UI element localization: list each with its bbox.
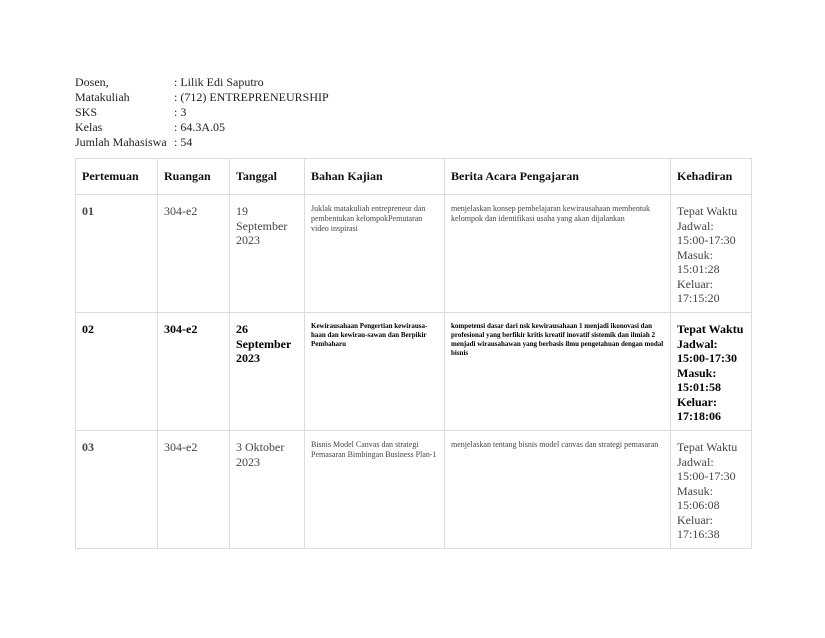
info-label: SKS <box>75 105 98 119</box>
info-label: Kelas <box>75 120 103 134</box>
kehadiran-keluar-value: 17:16:38 <box>677 527 720 541</box>
kehadiran-masuk-label: Masuk: <box>677 247 713 262</box>
table-row <box>76 431 752 549</box>
kehadiran-keluar-label: Keluar: <box>677 512 713 527</box>
kehadiran-keluar-label: Keluar: <box>677 394 717 409</box>
kehadiran-masuk-value: 15:01:28 <box>677 262 720 276</box>
kehadiran-jadwal-label: Jadwal: <box>677 454 714 469</box>
cell-berita-acara: menjelaskan konsep pembelajaran kewirausahaan membentuk kelompok dan identifikasi usaha yang akan dijalankan <box>445 195 671 313</box>
cell-pertemuan: 02 <box>76 313 158 431</box>
kehadiran-jadwal-value: 15:00-17:30 <box>677 351 737 365</box>
info-row-kelas <box>75 120 329 135</box>
cell-pertemuan: 03 <box>76 431 158 549</box>
cell-tanggal: 19 September 2023 <box>230 195 305 313</box>
kehadiran-keluar-value: 17:15:20 <box>677 291 720 305</box>
cell-ruangan: 304-e2 <box>158 313 230 431</box>
kehadiran-masuk-value: 15:01:58 <box>677 380 721 394</box>
info-row-jumlah-mahasiswa <box>75 135 329 150</box>
info-row-matakuliah <box>75 90 329 105</box>
header-ruangan: Ruangan <box>158 159 230 195</box>
cell-berita-acara: menjelaskan tentang bisnis model canvas dan strategi pemasaran <box>445 431 671 549</box>
info-value: : 54 <box>174 135 193 149</box>
kehadiran-masuk-label: Masuk: <box>677 483 713 498</box>
table-row <box>76 313 752 431</box>
info-label: Dosen, <box>75 75 109 89</box>
attendance-table <box>75 158 752 549</box>
kehadiran-masuk-value: 15:06:08 <box>677 498 720 512</box>
cell-bahan-kajian: Bisnis Model Canvas dan strategi Pemasaran Bimbingan Business Plan-1 <box>305 431 445 549</box>
course-info <box>75 75 329 150</box>
cell-tanggal: 3 Oktober 2023 <box>230 431 305 549</box>
cell-tanggal: 26 September 2023 <box>230 313 305 431</box>
kehadiran-jadwal-value: 15:00-17:30 <box>677 469 736 483</box>
kehadiran-masuk-label: Masuk: <box>677 365 717 380</box>
kehadiran-status: Tepat Waktu <box>677 204 738 218</box>
kehadiran-jadwal-value: 15:00-17:30 <box>677 233 736 247</box>
kehadiran-keluar-label: Keluar: <box>677 276 713 291</box>
info-label: Jumlah Mahasiswa <box>75 135 167 149</box>
kehadiran-jadwal-label: Jadwal: <box>677 218 714 233</box>
info-row-sks <box>75 105 329 120</box>
info-value: : 64.3A.05 <box>174 120 225 134</box>
table-header-row <box>76 159 752 195</box>
kehadiran-keluar-value: 17:18:06 <box>677 409 721 423</box>
info-value: : 3 <box>174 105 187 119</box>
kehadiran-status: Tepat Waktu <box>677 440 738 454</box>
info-value: : Lilik Edi Saputro <box>174 75 264 89</box>
cell-berita-acara: kompetensi dasar dari nsk kewirausahaan 1 menjadi ikonovasi dan profesional yang berfikir kritis kreatif inovatif sistemik dan ilmiah 2 menjadi wirausahawan yang berbasis ilmu pengetahuan dengan modal bisnis <box>445 313 671 431</box>
cell-bahan-kajian: Kewirausahaan Pengertian kewirausa-haan dan kewirau-sawan dan Berpikir Pembaharu <box>305 313 445 431</box>
cell-ruangan: 304-e2 <box>158 431 230 549</box>
cell-ruangan: 304-e2 <box>158 195 230 313</box>
kehadiran-status: Tepat Waktu <box>677 322 744 336</box>
header-pertemuan: Pertemuan <box>76 159 158 195</box>
header-kehadiran: Kehadiran <box>671 159 752 195</box>
cell-kehadiran <box>671 313 752 431</box>
kehadiran-jadwal-label: Jadwal: <box>677 336 718 351</box>
cell-bahan-kajian: Juklak matakuliah entrepreneur dan pembentukan kelompokPemutaran video inspirasi <box>305 195 445 313</box>
cell-kehadiran <box>671 431 752 549</box>
info-label: Matakuliah <box>75 90 130 104</box>
info-value: : (712) ENTREPRENEURSHIP <box>174 90 329 104</box>
header-tanggal: Tanggal <box>230 159 305 195</box>
header-berita-acara: Berita Acara Pengajaran <box>445 159 671 195</box>
table-row <box>76 195 752 313</box>
info-row-dosen <box>75 75 329 90</box>
header-bahan-kajian: Bahan Kajian <box>305 159 445 195</box>
cell-kehadiran <box>671 195 752 313</box>
cell-pertemuan: 01 <box>76 195 158 313</box>
